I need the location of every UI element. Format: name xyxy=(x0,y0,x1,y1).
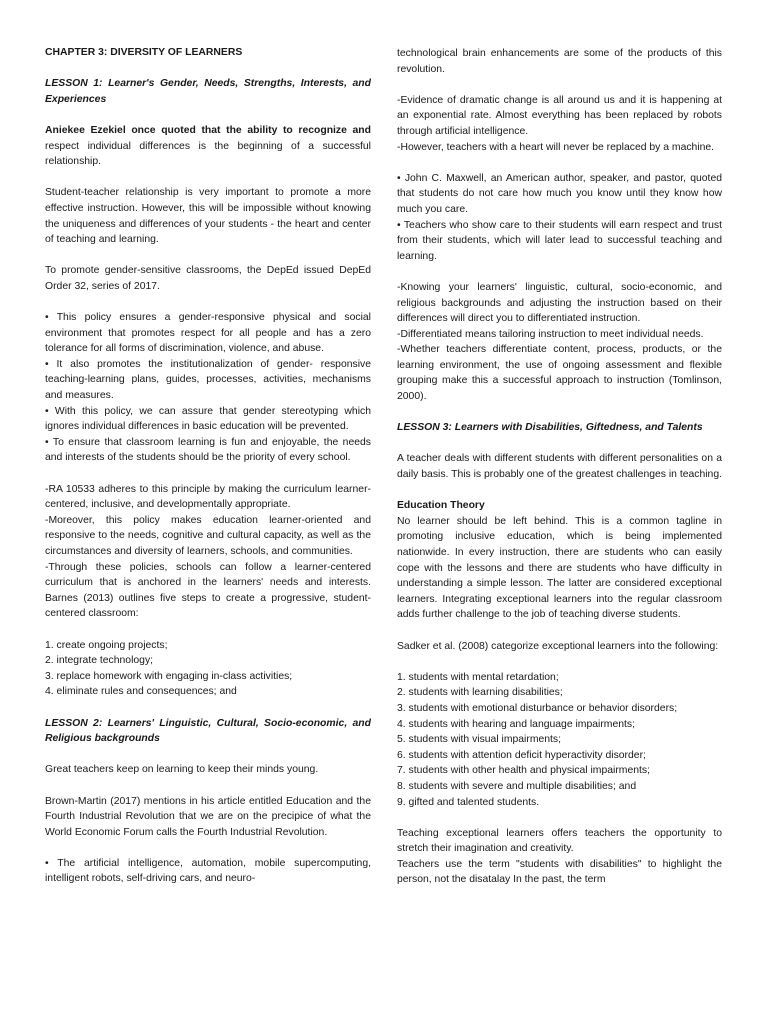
brown-martin-text: Brown-Martin (2017) mentions in his article entitled Education and the Fourth Industrial Revolution that we are on the precipice of what the World Economic Forum calls the Fourth Industrial Revolution. xyxy=(45,795,371,838)
teacher-paragraph xyxy=(397,451,722,482)
left-column xyxy=(45,45,371,887)
policy-bullet: • This policy ensures a gender-responsive physical and social environment that promotes respect for all people and has a zero tolerance for all forms of discrimination, violence, and abuse. xyxy=(45,312,371,355)
lesson-3-title: LESSON 3: Learners with Disabilities, Giftedness, and Talents xyxy=(397,422,703,434)
right-column xyxy=(397,46,722,888)
list-item: 6. students with attention deficit hyperactivity disorder; xyxy=(397,749,646,761)
ra-line: -Moreover, this policy makes education learner-oriented and responsive to the needs, cognitive and cultural capacity, as well as the circumstances and diversity of learners, schools, and communities. xyxy=(45,514,371,557)
deped-text: To promote gender-sensitive classrooms, the DepEd issued DepEd Order 32, series of 2017. xyxy=(45,265,371,292)
policy-bullet: • To ensure that classroom learning is fun and enjoyable, the needs and interests of the students should be the priority of every school. xyxy=(45,436,371,464)
closing-paragraph xyxy=(397,826,722,888)
list-item: 2. students with learning disabilities; xyxy=(397,687,563,699)
list-item: 3. replace homework with engaging in-class activities; xyxy=(45,670,293,682)
ra-paragraph xyxy=(45,482,371,622)
education-theory-heading: Education Theory xyxy=(397,500,485,512)
list-item: 5. students with visual impairments; xyxy=(397,734,562,746)
relationship-paragraph xyxy=(45,185,371,247)
knowing-paragraph xyxy=(397,280,722,405)
chapter-title: CHAPTER 3: DIVERSITY OF LEARNERS xyxy=(45,47,243,58)
evidence-line: -However, teachers with a heart will never be replaced by a machine. xyxy=(397,141,715,153)
quote-bold-text: Aniekee Ezekiel once quoted that the ability to recognize and xyxy=(45,124,371,136)
list-item: 2. integrate technology; xyxy=(45,655,154,667)
knowing-line: -Differentiated means tailoring instruction to meet individual needs. xyxy=(397,328,704,340)
lesson-2-title: LESSON 2: Learners' Linguistic, Cultural, Socio-economic, and Religious backgrounds xyxy=(45,717,371,745)
continuation-text: technological brain enhancements are some of the products of this revolution. xyxy=(397,48,722,75)
list-item: 9. gifted and talented students. xyxy=(397,796,540,808)
deped-paragraph xyxy=(45,263,371,294)
ai-text: • The artificial intelligence, automation, mobile supercomputing, intelligent robots, self-driving cars, and neuro- xyxy=(45,857,371,885)
teacher-text: A teacher deals with different students with different personalities on a daily basis. This is probably one of the greatest challenges in teaching. xyxy=(397,453,723,481)
knowing-line: -Whether teachers differentiate content, process, products, or the learning environment, the use of ongoing assessment and flexible grouping make this a successful approach to instruction (Tomlinson, 2000). xyxy=(397,344,722,403)
list-item: 8. students with severe and multiple disabilities; and xyxy=(397,780,637,792)
closing-line: Teachers use the term "students with disabilities" to highlight the person, not the disatalay In the past, the term xyxy=(397,858,722,886)
steps-list xyxy=(45,638,371,700)
policy-bullet: • It also promotes the institutionalization of gender- responsive teaching-learning plans, guides, processes, activities, mechanisms and measures. xyxy=(45,358,371,402)
lesson-1-title: LESSON 1: Learner's Gender, Needs, Strengths, Interests, and Experiences xyxy=(45,78,371,105)
sadker-text: Sadker et al. (2008) categorize exceptional learners into the following: xyxy=(397,640,719,652)
closing-line: Teaching exceptional learners offers teachers the opportunity to stretch their imagination and creativity. xyxy=(397,827,722,855)
knowing-line: -Knowing your learners' linguistic, cultural, socio-economic, and religious backgrounds and adjusting the instruction based on their differences will direct you to differentiated instruction. xyxy=(397,281,722,325)
categories-list xyxy=(397,670,722,810)
list-item: 4. eliminate rules and consequences; and xyxy=(45,686,237,698)
education-theory-section xyxy=(397,498,722,623)
maxwell-line: • Teachers who show care to their students will earn respect and trust from their students, which will later lead to successful teaching and learning. xyxy=(397,219,722,262)
great-teachers-text: Great teachers keep on learning to keep their minds young. xyxy=(45,764,319,776)
quote-paragraph xyxy=(45,123,371,170)
sadker-paragraph xyxy=(397,639,722,655)
maxwell-line: • John C. Maxwell, an American author, speaker, and pastor, quoted that students do not care how much you know until they know how much you care. xyxy=(397,172,722,215)
ai-paragraph xyxy=(45,856,371,887)
brown-martin-paragraph xyxy=(45,794,371,841)
ra-line: -Through these policies, schools can follow a learner-centered curriculum that is anchored in the learners' needs and interests. Barnes (2013) outlines five steps to create a progressive, student- centered classroom: xyxy=(45,561,371,620)
list-item: 7. students with other health and physical impairments; xyxy=(397,765,650,777)
quote-rest-text: respect individual differences is the beginning of a successful relationship. xyxy=(45,140,371,168)
list-item: 1. create ongoing projects; xyxy=(45,639,168,651)
maxwell-paragraph xyxy=(397,171,722,265)
list-item: 3. students with emotional disturbance or behavior disorders; xyxy=(397,702,678,714)
ra-line: -RA 10533 adheres to this principle by making the curriculum learner-centered, inclusive, and developmentally appropriate. xyxy=(45,483,371,511)
policy-bullet: • With this policy, we can assure that gender stereotyping which ignores individual differences in basic education will be prevented. xyxy=(45,405,371,433)
list-item: 1. students with mental retardation; xyxy=(397,671,559,683)
relationship-text: Student-teacher relationship is very important to promote a more effective instruction. However, this will be impossible without knowing the uniqueness and differences of your students - the heart and center of teaching and learning. xyxy=(45,187,371,246)
education-theory-text: No learner should be left behind. This is a common tagline in promoting inclusive education, which is being implemented nationwide. In every instruction, there are students who can easily cope with the lessons and there are students who have difficulty in understanding a simple lesson. The latter are considered exceptional learners. Integrating exceptional learners into the regular classroom adds further challenge to the job of teaching diverse students. xyxy=(397,515,722,621)
list-item: 4. students with hearing and language impairments; xyxy=(397,718,635,730)
great-teachers-paragraph xyxy=(45,762,371,778)
policy-bullets xyxy=(45,310,371,466)
evidence-paragraph xyxy=(397,93,722,155)
evidence-line: -Evidence of dramatic change is all around us and it is happening at an exponential rate. Almost everything has been replaced by robots through artificial intelligence. xyxy=(397,94,722,137)
continuation-paragraph xyxy=(397,46,722,77)
